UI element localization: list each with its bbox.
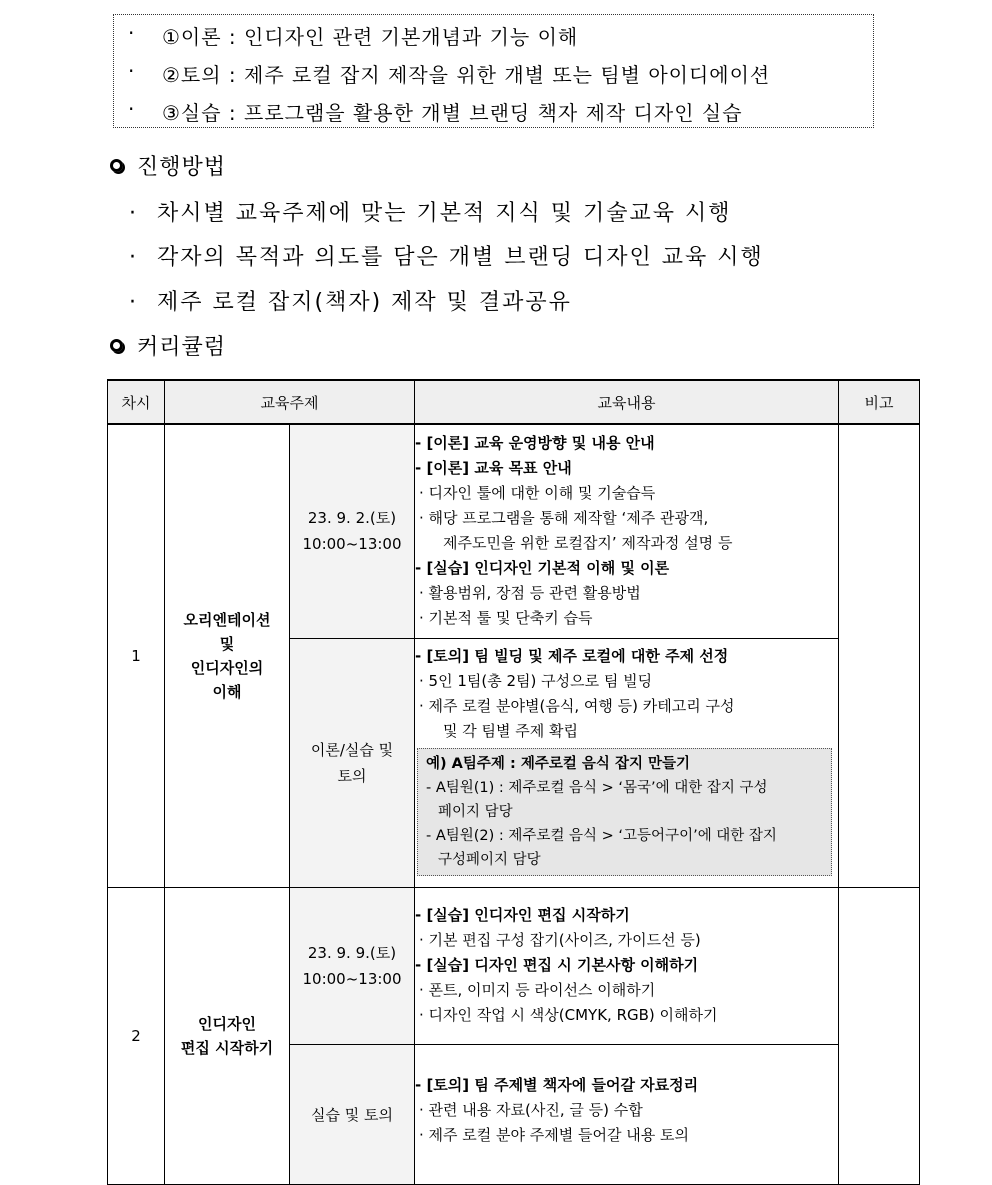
example-box xyxy=(417,748,832,876)
time-line: 23. 9. 9.(토) xyxy=(307,943,397,962)
header-session: 차시 xyxy=(108,380,165,424)
time-line: 토의 xyxy=(337,766,367,785)
intro-line xyxy=(128,97,743,126)
method-item-text: 각자의 목적과 의도를 담은 개별 브랜딩 디자인 교육 시행 xyxy=(157,245,764,270)
content-line: · 제주 로컬 분야별(음식, 여행 등) 카테고리 구성 xyxy=(419,696,735,715)
header-note: 비고 xyxy=(839,380,920,424)
session-topic xyxy=(165,424,290,887)
session-note xyxy=(839,887,920,1184)
content-line: - [실습] 인디자인 기본적 이해 및 이론 xyxy=(415,559,670,578)
intro-line-text: ③실습 : 프로그램을 활용한 개별 브랜딩 책자 제작 디자인 실습 xyxy=(162,101,743,125)
session-number: 1 xyxy=(108,424,165,887)
content-line: · 활용범위, 장점 등 관련 활용방법 xyxy=(419,584,641,603)
curriculum-heading xyxy=(110,330,226,361)
example-line: 페이지 담당 xyxy=(438,803,513,820)
table-header-row xyxy=(108,380,920,424)
bullet-dot: · xyxy=(129,245,138,270)
content-line: 제주도민을 위한 로컬잡지’ 제작과정 설명 등 xyxy=(443,534,733,553)
content-line: 및 각 팀별 주제 확립 xyxy=(443,721,578,740)
table-row xyxy=(108,424,920,638)
table-row xyxy=(108,887,920,1044)
method-heading-text: 진행방법 xyxy=(137,155,227,180)
content-line: · 폰트, 이미지 등 라이선스 이해하기 xyxy=(419,981,656,999)
intro-line-text: ②토의 : 제주 로컬 잡지 제작을 위한 개별 또는 팀별 아이디에이션 xyxy=(162,63,771,87)
time-line: 10:00~13:00 xyxy=(302,969,402,988)
content-line: - [실습] 인디자인 편집 시작하기 xyxy=(415,906,630,924)
content-line: · 디자인 작업 시 색상(CMYK, RGB) 이해하기 xyxy=(419,1006,718,1024)
content-line: · 디자인 툴에 대한 이해 및 기술습득 xyxy=(419,484,656,503)
example-line: - A팀원(1) : 제주로컬 음식 > ‘몸국’에 대한 잡지 구성 xyxy=(426,779,768,796)
content-line: · 기본 편집 구성 잡기(사이즈, 가이드선 등) xyxy=(419,931,701,949)
header-topic: 교육주제 xyxy=(165,380,415,424)
session-topic xyxy=(165,887,290,1184)
content-line: - [토의] 팀 빌딩 및 제주 로컬에 대한 주제 선정 xyxy=(415,646,729,665)
session-time xyxy=(290,424,415,638)
content-line: - [이론] 교육 운영방향 및 내용 안내 xyxy=(415,434,655,453)
header-content: 교육내용 xyxy=(415,380,839,424)
ring-bullet-icon xyxy=(110,159,123,172)
intro-line-text: ①이론 : 인디자인 관련 기본개념과 기능 이해 xyxy=(162,25,579,49)
session-content xyxy=(415,1044,839,1184)
method-item-text: 차시별 교육주제에 맞는 기본적 지식 및 기술교육 시행 xyxy=(157,201,732,226)
topic-line: 이해 xyxy=(212,682,242,701)
time-line: 실습 및 토의 xyxy=(311,1105,393,1124)
session-content xyxy=(415,424,839,638)
bullet-dot: · xyxy=(128,97,136,121)
bullet-dot: · xyxy=(128,59,136,83)
time-line: 이론/실습 및 xyxy=(310,740,394,759)
curriculum-heading-text: 커리큘럼 xyxy=(137,335,227,360)
session-time xyxy=(290,887,415,1044)
time-line: 23. 9. 2.(토) xyxy=(307,509,397,528)
content-line: - [이론] 교육 목표 안내 xyxy=(415,459,572,478)
topic-line: 인디자인의 xyxy=(190,658,264,677)
example-title: 예) A팀주제 : 제주로컬 음식 잡지 만들기 xyxy=(426,755,691,772)
session-time xyxy=(290,638,415,887)
session-number: 2 xyxy=(108,887,165,1184)
topic-line: 인디자인 xyxy=(198,1014,256,1033)
intro-line xyxy=(128,21,579,50)
intro-line xyxy=(128,59,771,88)
topic-line: 오리엔테이션 xyxy=(183,610,271,629)
time-line: 10:00~13:00 xyxy=(302,535,402,554)
method-item xyxy=(129,196,732,227)
bullet-dot: · xyxy=(129,290,138,315)
method-item xyxy=(129,240,764,271)
topic-line: 편집 시작하기 xyxy=(180,1038,274,1057)
content-line: - [실습] 디자인 편집 시 기본사항 이해하기 xyxy=(415,956,699,974)
bullet-dot: · xyxy=(128,21,136,45)
content-line: · 5인 1팀(총 2팀) 구성으로 팀 빌딩 xyxy=(419,671,653,690)
content-line: · 관련 내용 자료(사진, 글 등) 수합 xyxy=(419,1100,643,1119)
ring-bullet-icon xyxy=(110,339,123,352)
content-line: · 해당 프로그램을 통해 제작할 ‘제주 관광객, xyxy=(419,509,709,528)
method-item-text: 제주 로컬 잡지(책자) 제작 및 결과공유 xyxy=(157,290,572,315)
content-line: · 기본적 툴 및 단축키 습득 xyxy=(419,609,593,628)
intro-box xyxy=(113,14,874,128)
content-line: · 제주 로컬 분야 주제별 들어갈 내용 토의 xyxy=(419,1125,689,1144)
session-note xyxy=(839,424,920,887)
example-line: - A팀원(2) : 제주로컬 음식 > ‘고등어구이’에 대한 잡지 xyxy=(426,827,777,844)
curriculum-table xyxy=(107,379,920,1185)
method-item xyxy=(129,285,572,316)
topic-line: 및 xyxy=(219,634,235,653)
method-heading xyxy=(110,150,226,181)
content-line: - [토의] 팀 주제별 책자에 들어갈 자료정리 xyxy=(415,1075,699,1094)
session-time xyxy=(290,1044,415,1184)
example-line: 구성페이지 담당 xyxy=(438,851,541,868)
session-content xyxy=(415,887,839,1044)
session-content xyxy=(415,638,839,887)
bullet-dot: · xyxy=(129,201,138,226)
